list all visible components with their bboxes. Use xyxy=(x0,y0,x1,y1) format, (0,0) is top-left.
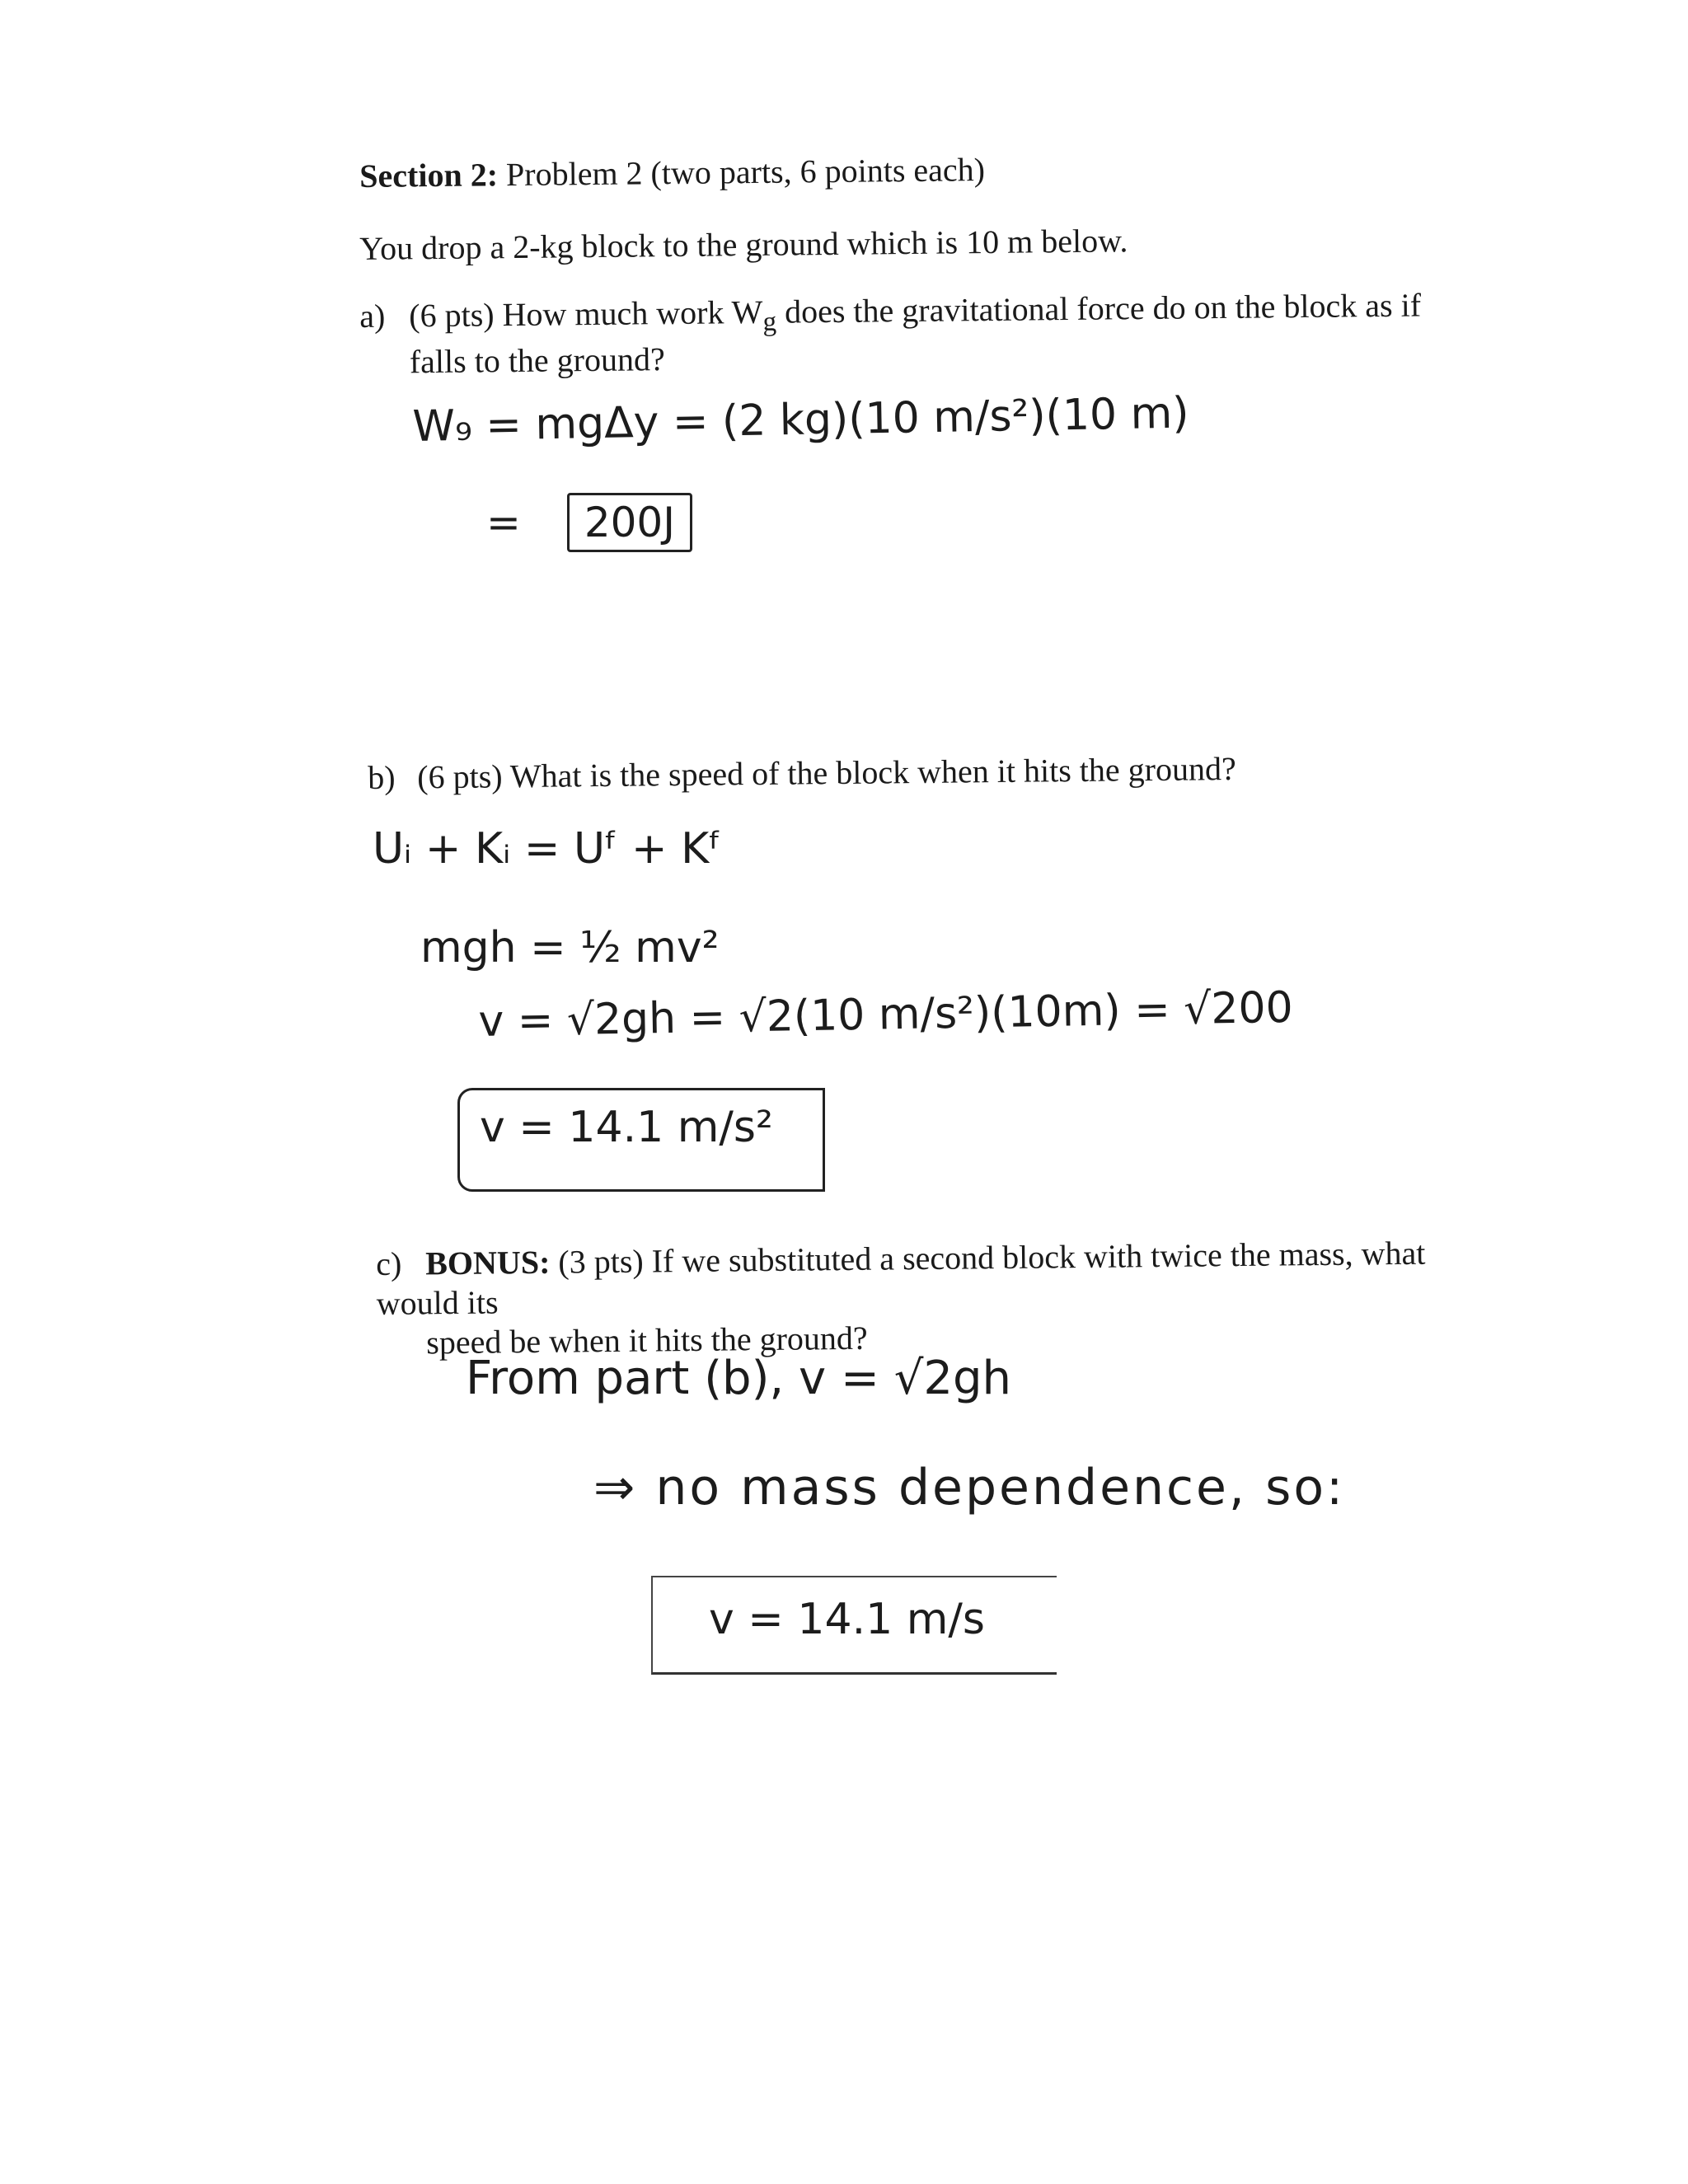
question-c-line2: speed be when it hits the ground? xyxy=(426,1319,868,1361)
answer-b-work-line1: Uᵢ + Kᵢ = Uᶠ + Kᶠ xyxy=(373,824,722,874)
section-label: Section 2: xyxy=(359,156,499,194)
answer-a-work-line1: W₉ = mgΔy = (2 kg)(10 m/s²)(10 m) xyxy=(412,388,1190,452)
question-b xyxy=(368,747,1439,798)
question-a-label: a) xyxy=(359,297,386,335)
question-c xyxy=(376,1233,1465,1363)
question-c-text: (3 pts) If we substituted a second block with twice the mass, what would its xyxy=(376,1234,1426,1322)
answer-b-work-line3: v = √2gh = √2(10 m/s²)(10m) = √200 xyxy=(478,982,1294,1047)
question-b-label: b) xyxy=(368,758,396,796)
answer-c-work-line1: From part (b), v = √2gh xyxy=(466,1352,1012,1405)
answer-c-work-line2: ⇒ no mass dependence, so: xyxy=(593,1459,1346,1516)
problem-title: Problem 2 (two parts, 6 points each) xyxy=(505,151,986,194)
answer-c-boxed-result: v = 14.1 m/s xyxy=(709,1595,985,1644)
question-c-label: c) xyxy=(376,1244,402,1282)
problem-intro: You drop a 2-kg block to the ground which is 10 m below. xyxy=(359,222,1128,267)
answer-a-work-line2 xyxy=(486,493,692,552)
answer-a-boxed-result: 200J xyxy=(567,493,692,552)
section-header xyxy=(359,150,985,196)
question-a-text: (6 pts) How much work $W_g$ does the gravitational force do on the block as if xyxy=(409,286,1422,337)
answer-b-work-line2: mgh = ½ mv² xyxy=(420,923,720,972)
answer-b-boxed-result: v = 14.1 m/s² xyxy=(480,1103,773,1152)
question-b-text: (6 pts) What is the speed of the block when it hits the ground? xyxy=(417,749,1236,796)
question-a-line2: falls to the ground? xyxy=(409,340,665,381)
question-a xyxy=(359,285,1432,382)
question-a-subscript: g xyxy=(762,306,777,337)
equals-sign: = xyxy=(486,499,521,546)
bonus-label: BONUS: xyxy=(425,1243,551,1282)
